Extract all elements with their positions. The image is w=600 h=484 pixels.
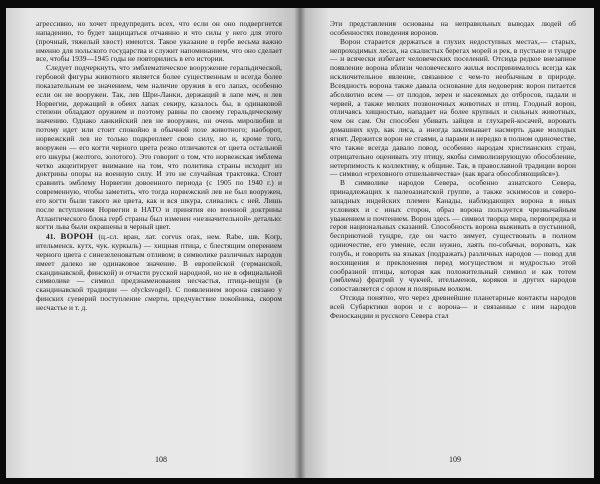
entry-headword: ВОРОН xyxy=(60,231,94,242)
paragraph: Ворон старается держаться в глухих недоступных местах,— старых, непроходимых лесах, на скалистых берегах морей и рек, в пустыне и тундре — и всячески избегает человеческих поселений. Отсюда редкое внезапное появление ворона вблизи человеческого жилья воспринималось всегда как исключительное явление, связанное с чем-то необычным в природе. Всеядность ворона также давала основание для недоверия: ворон питается абсолютно всем — от плодов, зерен и насекомых до отбросов, падали и червей, а также мелких позвоночных животных и птиц. Глодный ворон, отличаясь хищностью, нападает на более крупных и сильных животных, чем он сам. Он способен убивать зайцев и глухарей-косачей, воровать домашних кур, как лиса, а иногда заклевывает насмерть даже молодых ягнят. Держится ворон не стаями, а парами и нередко в полном одиночестве, что также всегда давало повод, особенно народам христианских стран, отрицательно оценивать эту птицу, якобы символизирующую обособление, нетерпимость к коллективу, к общине. Так, в православной традиции ворон — символ «греховного отшельничества» (как врага обособляющийся»). xyxy=(330,36,576,179)
paragraph: В символике народов Севера, особенно азиатского Севера, принадлежащих к палеоазиатской группе, а также эскимосов и северо-западных индейских племен Канады, наблюдающих ворона в иных условиях и с иных сторон, образ ворона пользуется чрезвычайным уважением и почтением. Ворон здесь — символ творца мира, первопредка и героя национальных сказаний. Способность ворона выживать в пустынной, бесприютной тундре, где он часто зимует, существовать в полном одиночестве, его умение, если нужно, лаять по-собачьи, воровать, как голубь, и говорить на языках (подражать) различных народов — повод для восхищения и преклонения перед могуществом и мудростью этой сообразной птицы, которая как положительный символ и как тотем (эмблема) фратрий у чукчей, ительменов, коряков и других народов сопоставляется с орлом и полярным волком. xyxy=(330,178,576,294)
page-number: 109 xyxy=(449,455,461,464)
paragraph: агрессивно, но хочет предупредить всех, что если он оно подвергнется нападению, то будет защищаться отчаянно и что силы у него для этого (прочный, тяжелый хвост) имеются. Такое указание в гербе весьма важно именно для польского государства и служит напоминанием, что оно сделает все, чтобы 1939—1945 годы не повторились в его истории. xyxy=(36,19,282,64)
paragraph: Следует подчеркнуть, что эмблематическое вооружение геральдической, гербовой фигуры животного является более существенным и всегда более показательным ее значением, чем наличие оружия в его лапах, особенно если он не вооружен. Так, лев Шри-Ланки, держащий в лапе меч, и лев Норвегии, держащий в обеих лапах секиру, казалось бы, в одинаковой степени обладают оружием и поэтому равны по своему геральдическому значению. Однако ланкийский лев не вооружен, он очень миролюбив и потому идет или стоит спокойно в обычной позе животного; наоборот, норвежский лев не только подкрепляет свою силу, но и, кроме того, вооружен — его когти черного цвета резко отличаются от цвета остальной его шкуры (желтого, золотого). Это говорит о том, что норвежская эмблема четко акцентирует внимание на том, что политика страны исходит из доктрины опоры на военную силу. И это не случайная трактовка. Стоит сравнить эмблему Норвегии довоенного периода (с 1905 по 1940 г.) и современную, чтобы заметить, что тогда норвежский лев не был вооружен, его когти были такого же цвета, как и вся шкура, сливались с ней. Лишь после вступления Норвегии в НАТО и принятия ею военной доктрины Атлантического блока герб страны был изменен «незначительной» деталью: когти льва были окрашены в черный цвет. xyxy=(36,63,282,232)
paragraph: Эти представления основаны на неправильных выводах людей об особенностях поведения воронов. xyxy=(330,19,576,37)
right-page xyxy=(300,8,594,478)
book-spread xyxy=(6,8,594,478)
paragraph: Отсюда понятно, что через древнейшие планетарные контакты народов всей Субарктики ворон и с ворона— и связанные с ним народов Феноскандии и русского Севера стал xyxy=(330,293,576,320)
page-number: 108 xyxy=(155,455,167,464)
entry-number: 41. xyxy=(46,232,56,242)
dictionary-entry xyxy=(36,232,282,313)
book-gutter xyxy=(294,8,306,478)
left-page xyxy=(6,8,300,478)
entry-text: (ц.-сл. вран, лат. corvus orax, нем. Rabe, шв. Korp, ительменск. кутх, чук. куркыль) — хищная птица, с блестящим оперением черного цвета с синезеленоватым отливом; в символике различных народов имеет далеко не одинаковое значение. В европейской (германской, скандинавской, финской) и отчасти русской народной, но не в официальной символике — символ предзнаменования несчастья, птица-вещун (в скандинавской традиции — olycksvogel). С появлением ворона связано у финских суеверий поступление смерти, предчувствие покойника, скором несчастье и т. д. xyxy=(36,232,282,312)
